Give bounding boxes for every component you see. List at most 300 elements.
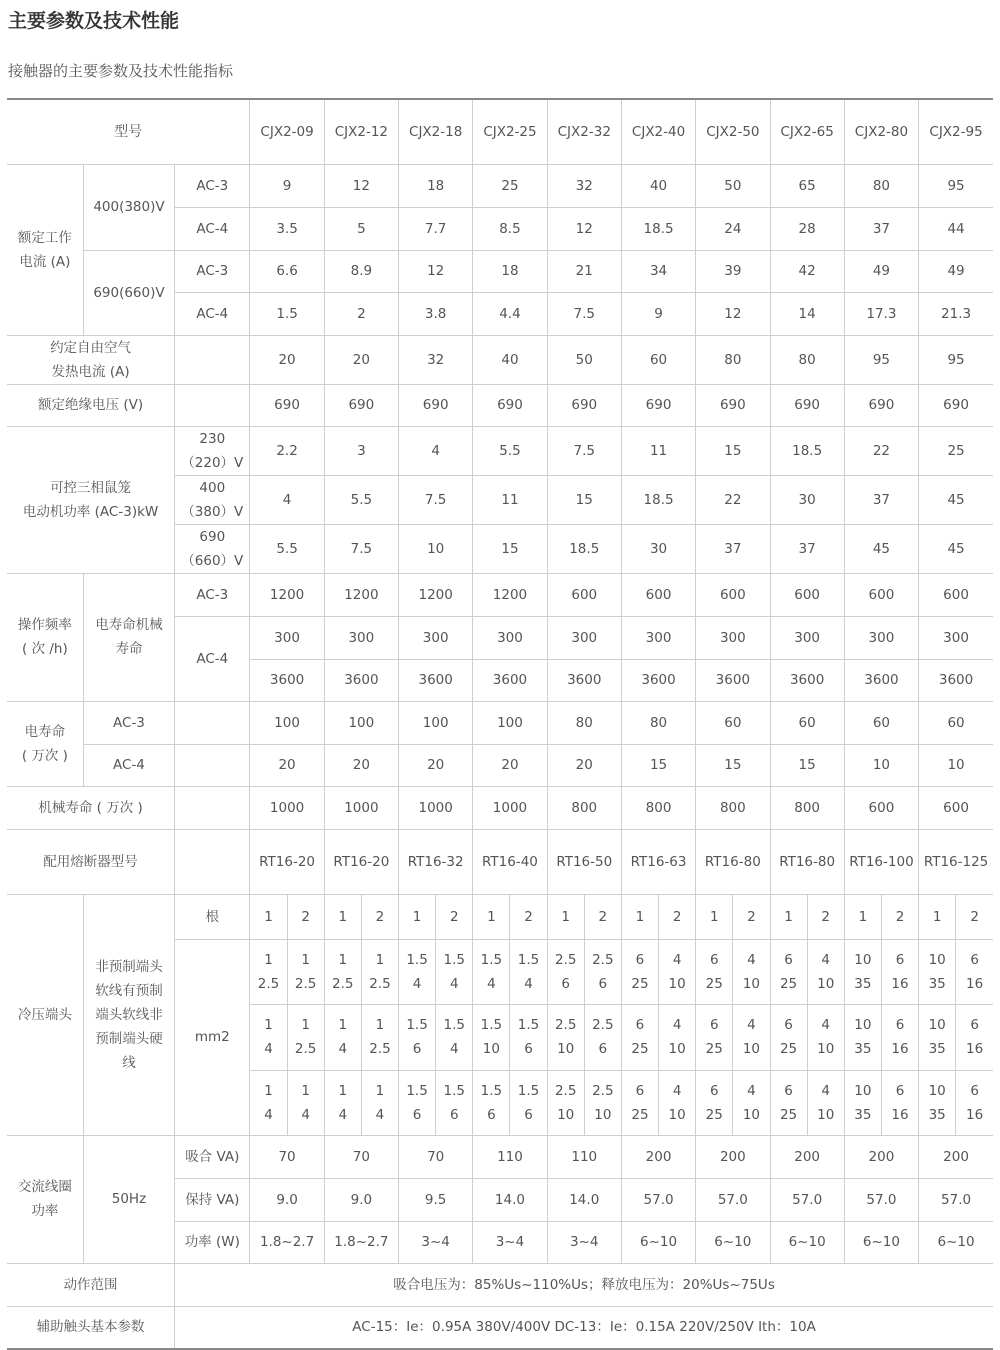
voltage-400-label: 400(380)V [83,164,174,250]
power-value: 3~4 [399,1221,473,1263]
wire-count: 2 [807,894,844,939]
wire-size: 1 2.5 [250,939,287,1004]
wire-size: 6 16 [881,1070,918,1135]
wire-size: 4 10 [659,1070,696,1135]
wire-size: 10 35 [919,1004,956,1070]
mechanical-life-value: 1000 [473,786,547,829]
wire-size: 6 25 [770,939,807,1004]
model-name: CJX2-65 [770,99,844,164]
wire-size: 1.5 4 [473,939,510,1004]
rated-current-value: 1.5 [250,292,324,335]
frequency-value: 300 [473,616,547,659]
rated-current-value: 18 [473,250,547,292]
wire-size: 10 35 [919,1070,956,1135]
wire-count: 1 [250,894,287,939]
action-range-label: 动作范围 [7,1263,175,1306]
hold-label: 保持 VA) [175,1178,250,1221]
mechanical-life-value: 1000 [250,786,324,829]
motor-power-value: 11 [621,426,695,475]
wire-count: 1 [770,894,807,939]
mechanical-life-value: 1000 [399,786,473,829]
frequency-value: 3600 [547,659,621,701]
power-value: 3~4 [547,1221,621,1263]
count-label: 根 [175,894,250,939]
motor-power-value: 45 [844,524,918,573]
rated-current-value: 12 [547,207,621,250]
wire-size: 1 4 [287,1070,324,1135]
fuse-model: RT16-32 [399,829,473,894]
power-value: 6~10 [844,1221,918,1263]
frequency-value: 1200 [250,573,324,616]
voltage-690-label: 690 （660）V [175,524,250,573]
pull-in-value: 200 [844,1135,918,1178]
rated-current-value: 34 [621,250,695,292]
power-value: 1.8~2.7 [324,1221,398,1263]
electrical-life-value: 100 [473,701,547,744]
wire-count: 2 [956,894,993,939]
operating-frequency-label: 操作频率 ( 次 /h) [7,573,83,701]
insulation-voltage-value: 690 [324,384,398,426]
rated-current-value: 40 [621,164,695,207]
wire-size: 6 16 [881,939,918,1004]
rated-current-value: 95 [919,164,993,207]
empty-cell [175,786,250,829]
voltage-690-label: 690(660)V [83,250,174,335]
wire-size: 4 10 [807,1070,844,1135]
wire-size: 1 4 [250,1004,287,1070]
rated-current-value: 17.3 [844,292,918,335]
hold-value: 9.0 [250,1178,324,1221]
wire-size: 6 25 [770,1004,807,1070]
voltage-230-label: 230 （220）V [175,426,250,475]
wire-count: 2 [287,894,324,939]
motor-power-value: 2.2 [250,426,324,475]
electrical-life-value: 15 [696,744,770,786]
frequency-label: 50Hz [83,1135,174,1263]
mechanical-life-value: 600 [919,786,993,829]
thermal-current-value: 20 [324,335,398,384]
frequency-value: 600 [621,573,695,616]
motor-power-value: 4 [250,475,324,524]
electrical-life-value: 10 [844,744,918,786]
wire-count: 2 [881,894,918,939]
motor-power-value: 15 [696,426,770,475]
ac4-label: AC-4 [175,207,250,250]
ac3-label: AC-3 [175,573,250,616]
fuse-model: RT16-40 [473,829,547,894]
frequency-value: 600 [696,573,770,616]
frequency-value: 300 [770,616,844,659]
frequency-value: 600 [770,573,844,616]
table-row [7,829,993,894]
motor-power-value: 15 [547,475,621,524]
rated-current-value: 18 [399,164,473,207]
wire-size: 1 4 [361,1070,398,1135]
table-row [7,573,993,616]
frequency-value: 3600 [250,659,324,701]
ac3-label: AC-3 [175,164,250,207]
wire-size: 1.5 6 [473,1070,510,1135]
wire-size: 6 16 [956,1004,993,1070]
motor-power-value: 5.5 [324,475,398,524]
wire-size: 1.5 6 [436,1070,473,1135]
electrical-life-value: 100 [399,701,473,744]
motor-power-value: 3 [324,426,398,475]
frequency-value: 3600 [473,659,547,701]
life-type-label: 电寿命机械 寿命 [83,573,174,701]
table-row [7,335,993,384]
ac4-label: AC-4 [83,744,174,786]
hold-value: 57.0 [844,1178,918,1221]
hold-value: 9.0 [324,1178,398,1221]
wire-size: 6 16 [956,1070,993,1135]
rated-current-label: 额定工作 电流 (A) [7,164,83,335]
electrical-life-value: 10 [919,744,993,786]
table-row [7,1135,993,1178]
model-header: 型号 [7,99,250,164]
wire-size: 6 25 [696,939,733,1004]
frequency-value: 1200 [324,573,398,616]
hold-value: 57.0 [919,1178,993,1221]
insulation-voltage-value: 690 [473,384,547,426]
rated-current-value: 3.5 [250,207,324,250]
electrical-life-label: 电寿命 ( 万次 ) [7,701,83,786]
crimp-terminal-label: 冷压端头 [7,894,83,1135]
frequency-value: 300 [696,616,770,659]
aux-contact-value: AC-15：Ie：0.95A 380V/400V DC-13：Ie：0.15A 220V/250V Ith：10A [175,1306,993,1349]
wire-count: 1 [547,894,584,939]
rated-current-value: 44 [919,207,993,250]
rated-current-value: 42 [770,250,844,292]
wire-size: 2.5 6 [584,939,621,1004]
rated-current-value: 12 [399,250,473,292]
frequency-value: 300 [844,616,918,659]
wire-size: 2.5 6 [584,1004,621,1070]
rated-current-value: 65 [770,164,844,207]
insulation-voltage-value: 690 [919,384,993,426]
hold-value: 14.0 [547,1178,621,1221]
thermal-current-value: 40 [473,335,547,384]
ac3-label: AC-3 [83,701,174,744]
table-row [7,384,993,426]
insulation-voltage-value: 690 [399,384,473,426]
empty-cell [175,701,250,744]
action-range-value: 吸合电压为：85%Us~110%Us；释放电压为：20%Us~75Us [175,1263,993,1306]
rated-current-value: 50 [696,164,770,207]
fuse-model: RT16-125 [919,829,993,894]
hold-value: 57.0 [770,1178,844,1221]
insulation-voltage-value: 690 [844,384,918,426]
rated-current-value: 2 [324,292,398,335]
wire-size: 4 10 [807,939,844,1004]
fuse-model: RT16-63 [621,829,695,894]
pull-in-label: 吸合 VA) [175,1135,250,1178]
frequency-value: 3600 [844,659,918,701]
table-row [7,164,993,207]
frequency-value: 3600 [770,659,844,701]
electrical-life-value: 100 [324,701,398,744]
mechanical-life-label: 机械寿命 ( 万次 ) [7,786,175,829]
rated-current-value: 80 [844,164,918,207]
wire-count: 1 [324,894,361,939]
motor-power-value: 18.5 [621,475,695,524]
pull-in-value: 70 [324,1135,398,1178]
wire-size: 2.5 6 [547,939,584,1004]
table-row [7,1306,993,1349]
wire-type-label: 非预制端头 软线有预制 端头软线非 预制端头硬 线 [83,894,174,1135]
electrical-life-value: 15 [770,744,844,786]
motor-power-value: 10 [399,524,473,573]
wire-size: 1 4 [250,1070,287,1135]
electrical-life-value: 80 [547,701,621,744]
rated-current-value: 37 [844,207,918,250]
wire-size: 1.5 4 [436,939,473,1004]
wire-count: 1 [919,894,956,939]
table-row [7,786,993,829]
wire-size: 1.5 10 [473,1004,510,1070]
wire-size: 6 25 [696,1070,733,1135]
electrical-life-value: 20 [250,744,324,786]
motor-power-value: 30 [621,524,695,573]
wire-count: 1 [399,894,436,939]
table-row [7,701,993,744]
frequency-value: 1200 [399,573,473,616]
motor-power-value: 18.5 [547,524,621,573]
motor-power-value: 7.5 [399,475,473,524]
motor-power-value: 22 [696,475,770,524]
wire-size: 1 4 [324,1070,361,1135]
table-row [7,744,993,786]
power-value: 6~10 [919,1221,993,1263]
wire-size: 1.5 4 [436,1004,473,1070]
table-row [7,1263,993,1306]
motor-power-value: 5.5 [473,426,547,475]
wire-size: 6 16 [881,1004,918,1070]
motor-power-value: 45 [919,475,993,524]
rated-current-value: 7.5 [547,292,621,335]
wire-count: 2 [361,894,398,939]
wire-count: 2 [584,894,621,939]
model-name: CJX2-32 [547,99,621,164]
unit-label: mm2 [175,939,250,1135]
motor-power-value: 7.5 [547,426,621,475]
motor-power-value: 7.5 [324,524,398,573]
model-name: CJX2-18 [399,99,473,164]
wire-size: 1 2.5 [361,939,398,1004]
insulation-voltage-label: 额定绝缘电压 (V) [7,384,175,426]
wire-size: 6 25 [770,1070,807,1135]
wire-size: 1 2.5 [324,939,361,1004]
ac3-label: AC-3 [175,250,250,292]
model-name: CJX2-40 [621,99,695,164]
electrical-life-value: 100 [250,701,324,744]
wire-count: 1 [844,894,881,939]
frequency-value: 600 [547,573,621,616]
fuse-model: RT16-80 [696,829,770,894]
wire-size: 1 2.5 [287,1004,324,1070]
insulation-voltage-value: 690 [696,384,770,426]
wire-size: 1 2.5 [361,1004,398,1070]
pull-in-value: 200 [621,1135,695,1178]
table-row [7,894,993,939]
wire-size: 1.5 6 [510,1070,547,1135]
frequency-value: 300 [399,616,473,659]
wire-count: 1 [696,894,733,939]
wire-size: 1.5 4 [399,939,436,1004]
wire-size: 1 4 [324,1004,361,1070]
coil-power-label: 交流线圈 功率 [7,1135,83,1263]
wire-size: 2.5 10 [584,1070,621,1135]
thermal-current-value: 80 [696,335,770,384]
wire-size: 4 10 [733,1070,770,1135]
wire-size: 1.5 6 [399,1004,436,1070]
insulation-voltage-value: 690 [621,384,695,426]
power-value: 1.8~2.7 [250,1221,324,1263]
page-title: 主要参数及技术性能 [8,10,180,32]
thermal-current-label: 约定自由空气 发热电流 (A) [7,335,175,384]
voltage-400-label: 400 （380）V [175,475,250,524]
frequency-value: 3600 [621,659,695,701]
rated-current-value: 9 [250,164,324,207]
wire-size: 1.5 6 [399,1070,436,1135]
power-value: 6~10 [770,1221,844,1263]
motor-power-value: 15 [473,524,547,573]
aux-contact-label: 辅助触头基本参数 [7,1306,175,1349]
wire-size: 1.5 4 [510,939,547,1004]
insulation-voltage-value: 690 [547,384,621,426]
wire-size: 2.5 10 [547,1070,584,1135]
electrical-life-value: 15 [621,744,695,786]
empty-cell [175,829,250,894]
wire-count: 1 [473,894,510,939]
electrical-life-value: 80 [621,701,695,744]
model-name: CJX2-80 [844,99,918,164]
table-row [7,99,993,164]
rated-current-value: 12 [696,292,770,335]
thermal-current-value: 95 [919,335,993,384]
motor-power-value: 37 [696,524,770,573]
thermal-current-value: 95 [844,335,918,384]
rated-current-value: 25 [473,164,547,207]
frequency-value: 3600 [696,659,770,701]
frequency-value: 600 [919,573,993,616]
electrical-life-value: 20 [473,744,547,786]
electrical-life-value: 20 [547,744,621,786]
ac4-label: AC-4 [175,292,250,335]
fuse-model: RT16-80 [770,829,844,894]
model-name: CJX2-09 [250,99,324,164]
wire-size: 6 25 [621,1070,658,1135]
thermal-current-value: 50 [547,335,621,384]
frequency-value: 3600 [399,659,473,701]
wire-size: 2.5 10 [547,1004,584,1070]
frequency-value: 600 [844,573,918,616]
wire-count: 2 [510,894,547,939]
mechanical-life-value: 1000 [324,786,398,829]
wire-count: 2 [659,894,696,939]
wire-count: 2 [436,894,473,939]
rated-current-value: 5 [324,207,398,250]
rated-current-value: 9 [621,292,695,335]
fuse-model: RT16-20 [250,829,324,894]
frequency-value: 3600 [324,659,398,701]
mechanical-life-value: 800 [770,786,844,829]
rated-current-value: 18.5 [621,207,695,250]
rated-current-value: 49 [919,250,993,292]
motor-power-value: 22 [844,426,918,475]
pull-in-value: 70 [250,1135,324,1178]
frequency-value: 300 [250,616,324,659]
power-label: 功率 (W) [175,1221,250,1263]
electrical-life-value: 60 [919,701,993,744]
wire-size: 10 35 [844,1004,881,1070]
insulation-voltage-value: 690 [250,384,324,426]
motor-power-value: 18.5 [770,426,844,475]
wire-size: 10 35 [919,939,956,1004]
thermal-current-value: 60 [621,335,695,384]
electrical-life-value: 60 [696,701,770,744]
wire-size: 10 35 [844,1070,881,1135]
pull-in-value: 200 [696,1135,770,1178]
motor-power-value: 25 [919,426,993,475]
electrical-life-value: 20 [399,744,473,786]
rated-current-value: 4.4 [473,292,547,335]
wire-size: 1 2.5 [287,939,324,1004]
pull-in-value: 110 [473,1135,547,1178]
motor-power-value: 4 [399,426,473,475]
rated-current-value: 21 [547,250,621,292]
wire-size: 6 25 [621,939,658,1004]
motor-power-value: 11 [473,475,547,524]
fuse-model: RT16-20 [324,829,398,894]
frequency-value: 3600 [919,659,993,701]
thermal-current-value: 20 [250,335,324,384]
table-caption: 接触器的主要参数及技术性能指标 [8,62,234,80]
spec-table [7,98,993,1350]
ac4-label: AC-4 [175,616,250,701]
fuse-label: 配用熔断器型号 [7,829,175,894]
rated-current-value: 3.8 [399,292,473,335]
power-value: 6~10 [621,1221,695,1263]
insulation-voltage-value: 690 [770,384,844,426]
hold-value: 57.0 [621,1178,695,1221]
motor-power-label: 可控三相鼠笼 电动机功率 (AC-3)kW [7,426,175,573]
mechanical-life-value: 800 [547,786,621,829]
rated-current-value: 12 [324,164,398,207]
wire-size: 4 10 [807,1004,844,1070]
wire-size: 4 10 [659,939,696,1004]
pull-in-value: 70 [399,1135,473,1178]
power-value: 6~10 [696,1221,770,1263]
wire-size: 6 25 [621,1004,658,1070]
wire-size: 1.5 6 [510,1004,547,1070]
wire-size: 4 10 [659,1004,696,1070]
electrical-life-value: 60 [770,701,844,744]
rated-current-value: 6.6 [250,250,324,292]
motor-power-value: 5.5 [250,524,324,573]
frequency-value: 300 [621,616,695,659]
frequency-value: 1200 [473,573,547,616]
mechanical-life-value: 800 [696,786,770,829]
hold-value: 9.5 [399,1178,473,1221]
rated-current-value: 28 [770,207,844,250]
rated-current-value: 24 [696,207,770,250]
wire-size: 10 35 [844,939,881,1004]
pull-in-value: 200 [770,1135,844,1178]
rated-current-value: 8.9 [324,250,398,292]
motor-power-value: 37 [844,475,918,524]
fuse-model: RT16-100 [844,829,918,894]
